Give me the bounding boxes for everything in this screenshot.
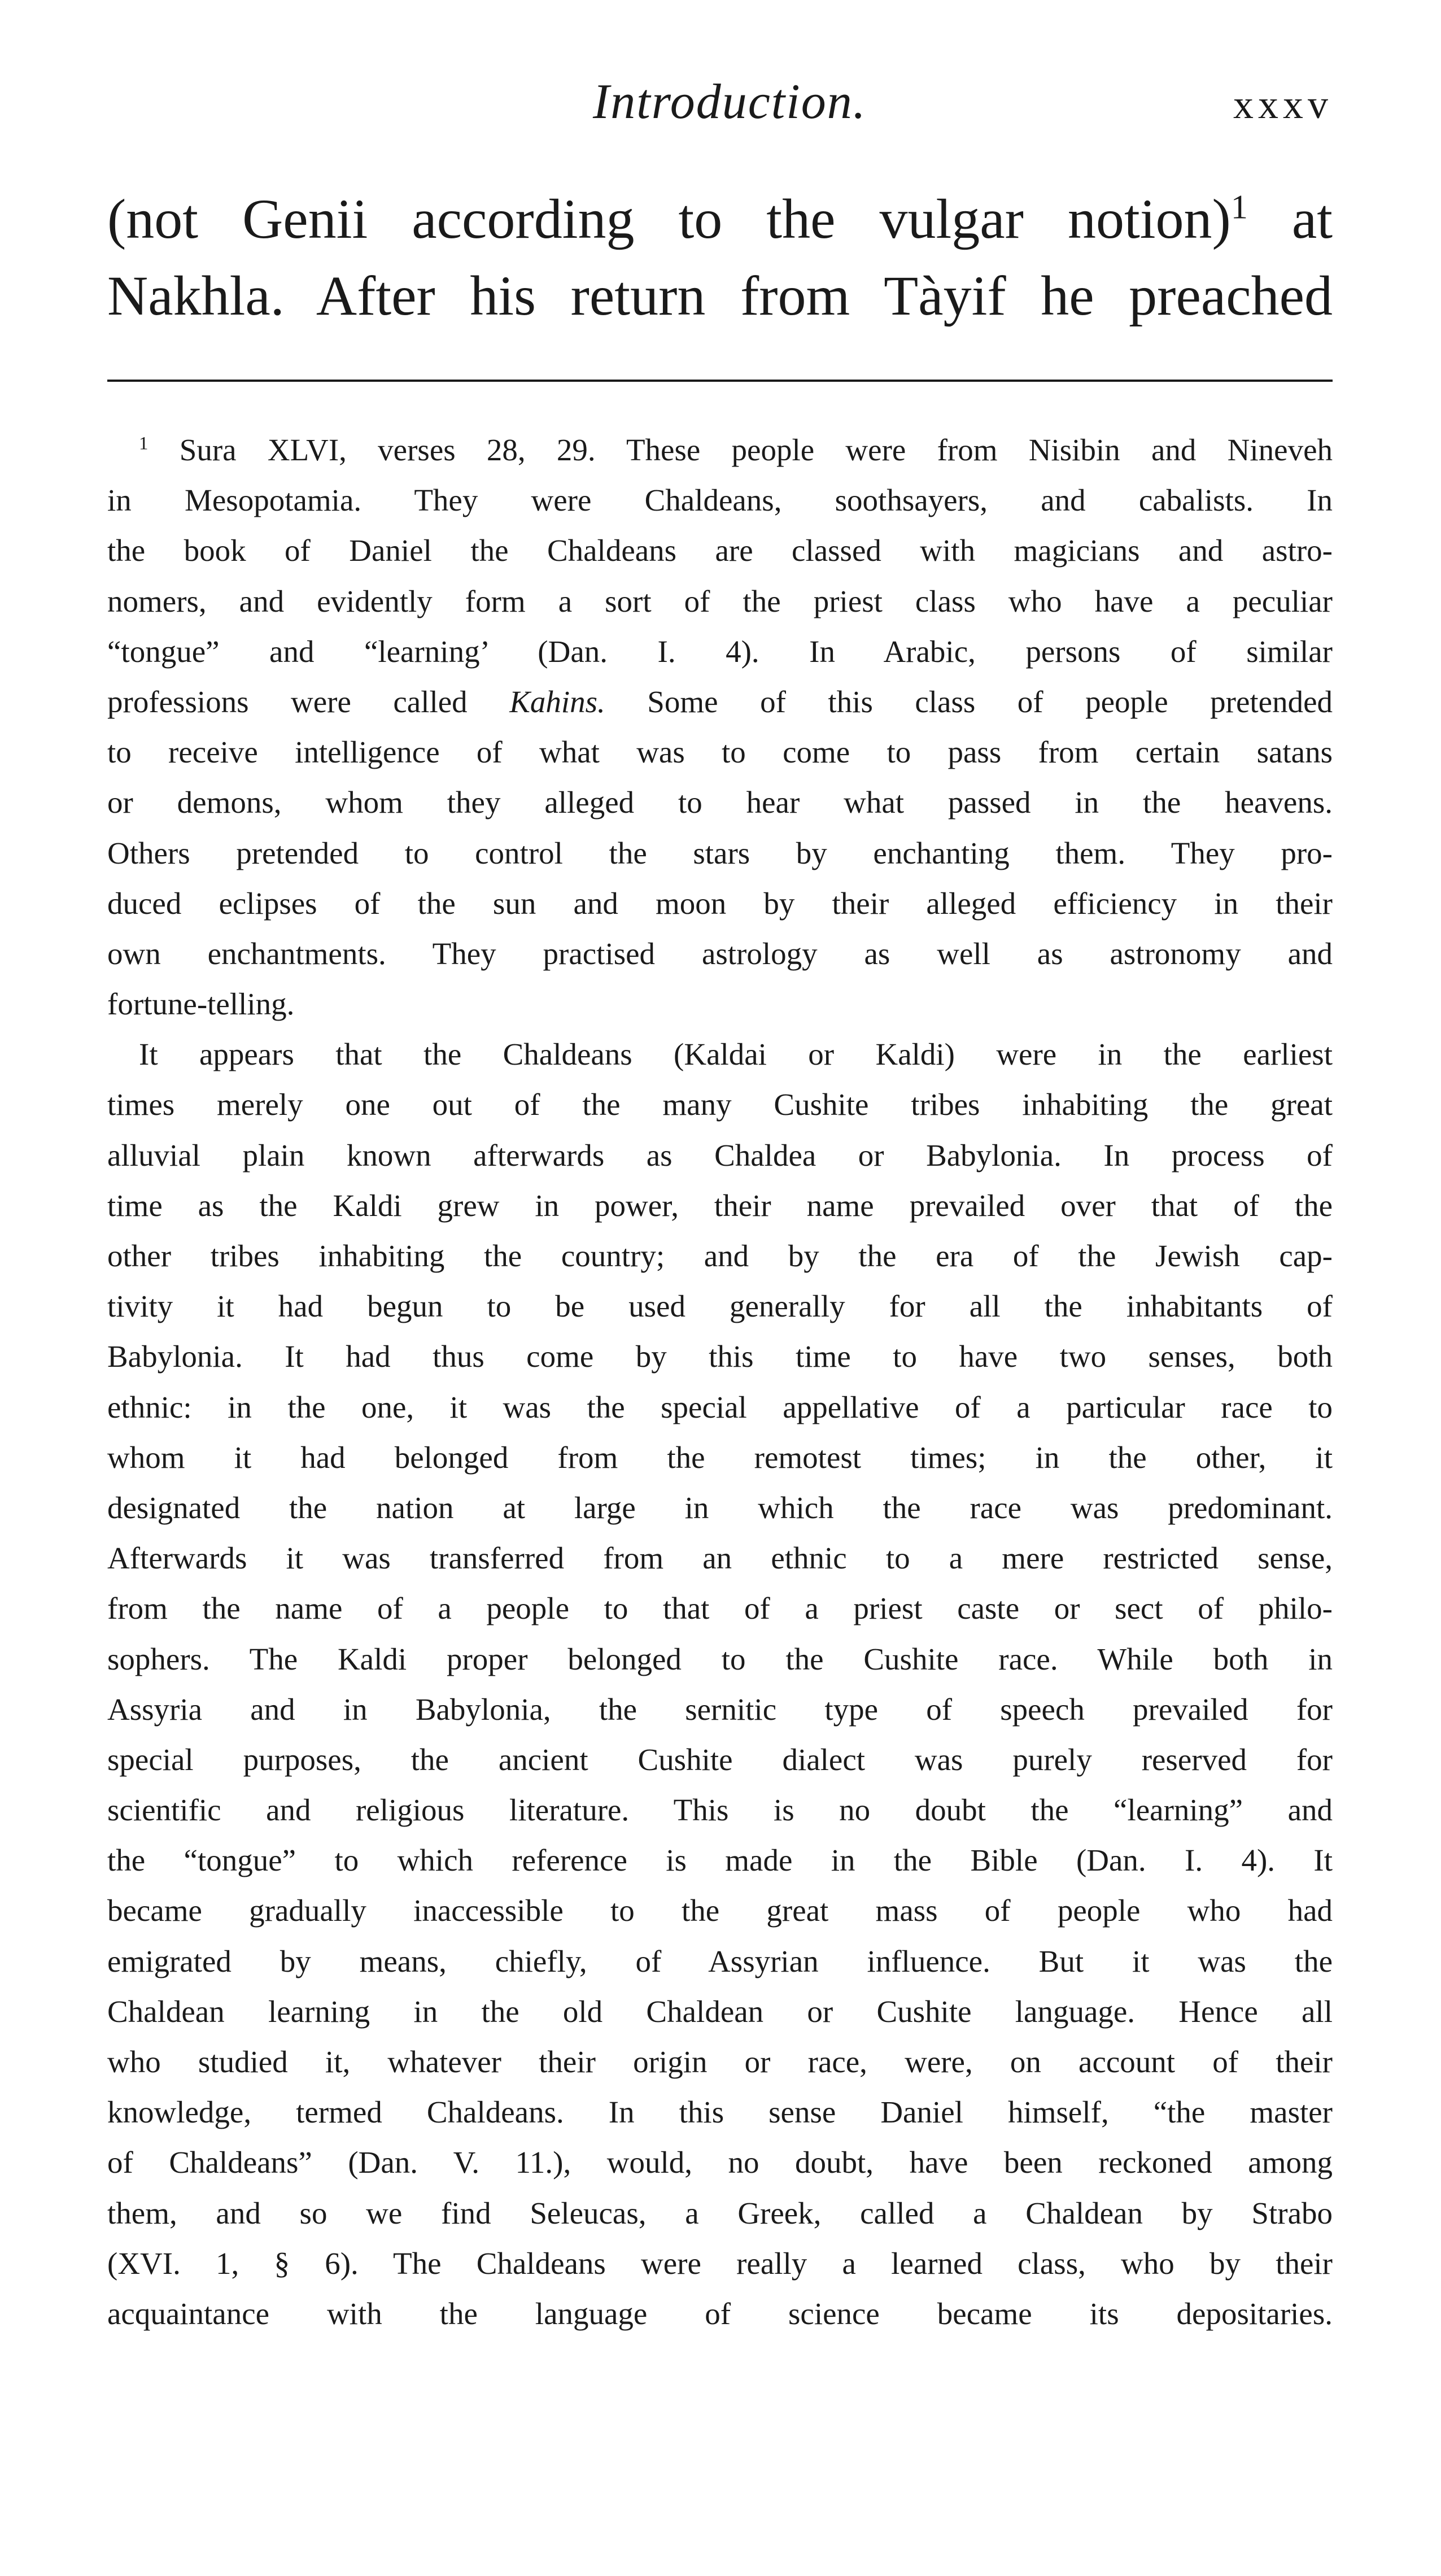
footnote-line: Others pretended to control the stars by enchanting them. They pro- (107, 835, 1333, 870)
footnote-line: tivity it had begun to be used generally for all the inhabitants of (107, 1289, 1333, 1324)
footnote-line: acquaintance with the language of science became its depositaries. (107, 2296, 1333, 2331)
footnote-line: knowledge, termed Chaldeans. In this sense Daniel himself, “the master (107, 2095, 1333, 2130)
footnote-line: the book of Daniel the Chaldeans are classed with magicians and astro- (107, 533, 1333, 568)
footnote-line: Afterwards it was transferred from an ethnic to a mere restricted sense, (107, 1541, 1333, 1576)
footnote-line: special purposes, the ancient Cushite dialect was purely reserved for (107, 1742, 1333, 1777)
footnote-line: Babylonia. It had thus come by this time to have two senses, both (107, 1339, 1333, 1374)
page-number: xxxv (1233, 82, 1333, 127)
footnote (107, 425, 1333, 2339)
footnote-line: Chaldean learning in the old Chaldean or Cushite language. Hence all (107, 1994, 1333, 2029)
footnote-line: whom it had belonged from the remotest times; in the other, it (107, 1440, 1333, 1475)
page-header (107, 73, 1333, 141)
footnote-line: nomers, and evidently form a sort of the priest class who have a peculiar (107, 583, 1333, 618)
footnote-line: Assyria and in Babylonia, the sernitic type of speech prevailed for (107, 1692, 1333, 1727)
footnote-line: sophers. The Kaldi proper belonged to the Cushite race. While both in (107, 1641, 1333, 1676)
footnote-line: who studied it, whatever their origin or race, were, on account of their (107, 2045, 1333, 2079)
footnote-line: fortune-telling. (107, 987, 295, 1022)
footnote-line: alluvial plain known afterwards as Chaldea or Babylonia. In process of (107, 1137, 1333, 1173)
footnote-line: scientific and religious literature. This is no doubt the “learning” and (107, 1793, 1333, 1828)
footnote-line: times merely one out of the many Cushite tribes inhabiting the great (107, 1087, 1333, 1122)
footnote-line: of Chaldeans” (Dan. V. 11.), would, no doubt, have been reckoned among (107, 2145, 1333, 2180)
footnote-line: became gradually inaccessible to the great mass of people who had (107, 1893, 1333, 1928)
footnote-line: the “tongue” to which reference is made in the Bible (Dan. I. 4). It (107, 1843, 1333, 1878)
main-text-line: Nakhla. After his return from Tàyif he preached (107, 264, 1333, 327)
footnote-line: emigrated by means, chiefly, of Assyrian influence. But it was the (107, 1943, 1333, 1978)
footnote-line: time as the Kaldi grew in power, their name prevailed over that of the (107, 1188, 1333, 1223)
running-head: Introduction. (593, 75, 867, 129)
footnote-line: to receive intelligence of what was to come to pass from certain satans (107, 735, 1333, 770)
footnote-line: other tribes inhabiting the country; and by the era of the Jewish cap- (107, 1239, 1333, 1273)
footnote-line: in Mesopotamia. They were Chaldeans, soothsayers, and cabalists. In (107, 483, 1333, 518)
kahins-term: Kahins. (509, 684, 605, 719)
main-text (107, 181, 1333, 334)
footnote-rule (107, 380, 1333, 382)
footnote-reference: 1 (1230, 188, 1248, 226)
footnote-line: from the name of a people to that of a priest caste or sect of philo- (107, 1591, 1333, 1626)
footnote-line: $^1$ Sura XLVI, verses 28, 29. These people were from Nisibin and Nineveh (139, 433, 1333, 467)
footnote-line: (XVI. 1, § 6). The Chaldeans were really a learned class, who by their (107, 2246, 1333, 2281)
footnote-line: professions were called Kahins. Some of this class of people pretended (107, 684, 1333, 719)
footnote-line: them, and so we find Seleucas, a Greek, called a Chaldean by Strabo (107, 2195, 1333, 2230)
footnote-line: ethnic: in the one, it was the special appellative of a particular race to (107, 1389, 1333, 1424)
footnote-line: or demons, whom they alleged to hear what passed in the heavens. (107, 785, 1333, 820)
footnote-line: It appears that the Chaldeans (Kaldai or Kaldi) were in the earliest (139, 1037, 1333, 1072)
main-text-line: (not Genii according to the vulgar notion)$^1$ at (107, 188, 1333, 250)
footnote-line: “tongue” and “learning’ (Dan. I. 4). In Arabic, persons of similar (107, 634, 1333, 669)
footnote-line: own enchantments. They practised astrology as well as astronomy and (107, 936, 1333, 971)
footnote-line: designated the nation at large in which the race was predominant. (107, 1490, 1333, 1525)
footnote-line: duced eclipses of the sun and moon by their alleged efficiency in their (107, 886, 1333, 921)
footnote-marker: 1 (139, 433, 149, 454)
